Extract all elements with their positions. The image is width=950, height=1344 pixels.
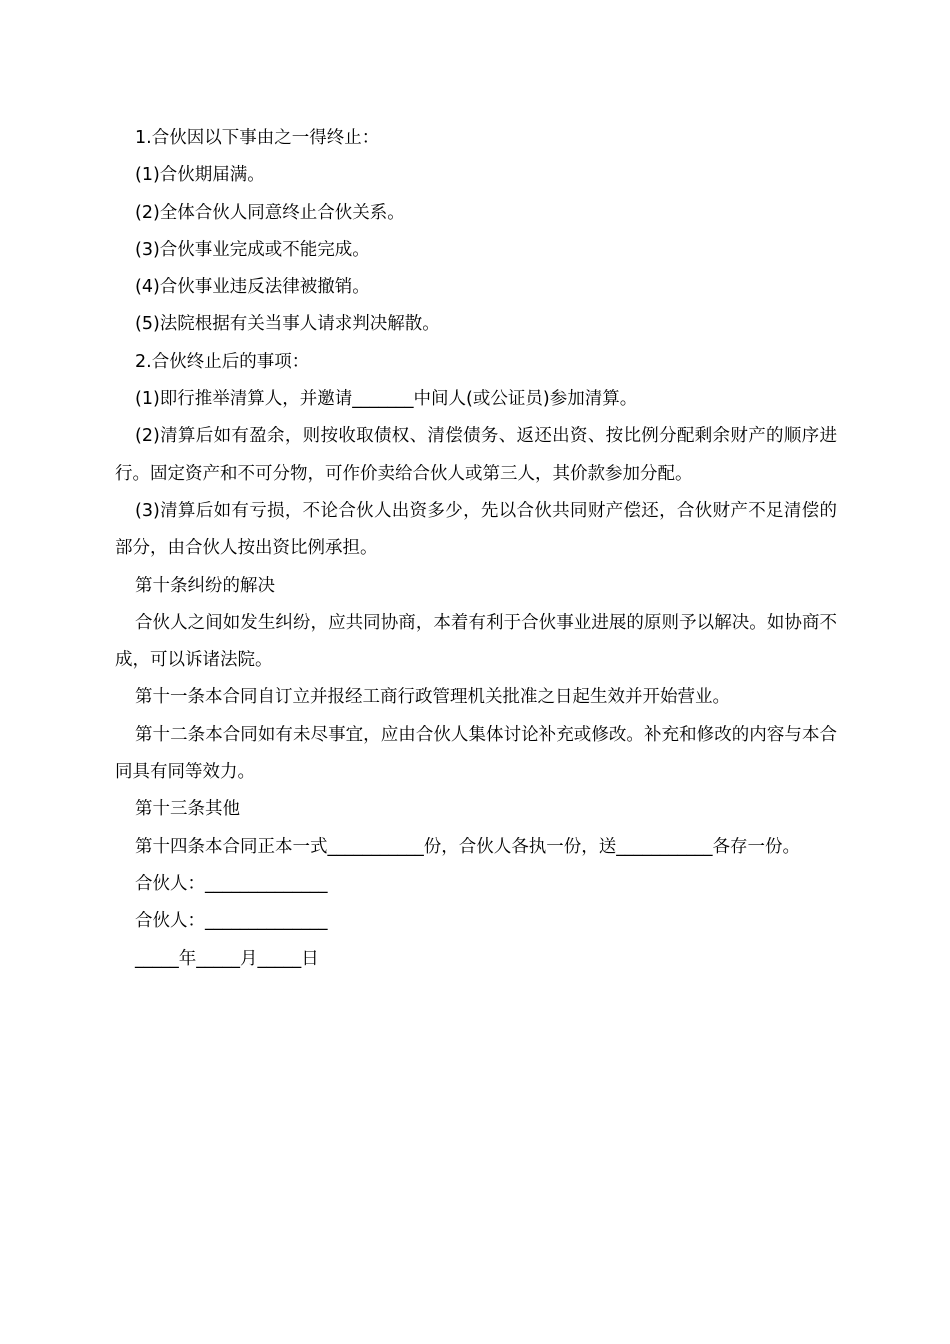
article-11: 第十一条本合同自订立并报经工商行政管理机关批准之日起生效并开始营业。: [135, 687, 730, 708]
partner-signature-line-1: 合伙人：______________: [135, 873, 328, 894]
termination-item-4: (4)合伙事业违反法律被撤销。: [135, 277, 370, 298]
termination-item-1: (1)合伙期届满。: [135, 165, 265, 186]
article-10-title: 第十条纠纷的解决: [135, 575, 275, 596]
clause-termination-heading: 1.合伙因以下事由之一得终止：: [135, 128, 380, 148]
article-14: 第十四条本合同正本一式___________份，合伙人各执一份，送___________各存一份。: [135, 836, 800, 857]
post-termination-heading: 2.合伙终止后的事项：: [135, 351, 310, 372]
article-12: 第十二条本合同如有未尽事宜，应由合伙人集体讨论补充或修改。补充和修改的内容与本合同具有同等效力。: [115, 724, 837, 783]
article-10-body: 合伙人之间如发生纠纷，应共同协商，本着有利于合伙事业进展的原则予以解决。如协商不成，可以诉诸法院。: [115, 612, 837, 671]
document-body: [115, 120, 837, 978]
post-termination-item-3: (3)清算后如有亏损，不论合伙人出资多少，先以合伙共同财产偿还，合伙财产不足清偿的部分，由合伙人按出资比例承担。: [115, 500, 837, 559]
post-termination-item-1: (1)即行推举清算人，并邀请_______中间人(或公证员)参加清算。: [135, 389, 638, 410]
article-13: 第十三条其他: [135, 799, 240, 820]
partner-signature-line-2: 合伙人：______________: [135, 911, 328, 932]
post-termination-item-2: (2)清算后如有盈余，则按收取债权、清偿债务、返还出资、按比例分配剩余财产的顺序进行。固定资产和不可分物，可作价卖给合伙人或第三人，其价款参加分配。: [115, 426, 837, 484]
termination-item-3: (3)合伙事业完成或不能完成。: [135, 239, 370, 260]
termination-item-5: (5)法院根据有关当事人请求判决解散。: [135, 314, 440, 335]
date-line: _____年_____月_____日: [135, 948, 319, 969]
termination-item-2: (2)全体合伙人同意终止合伙关系。: [135, 202, 405, 223]
